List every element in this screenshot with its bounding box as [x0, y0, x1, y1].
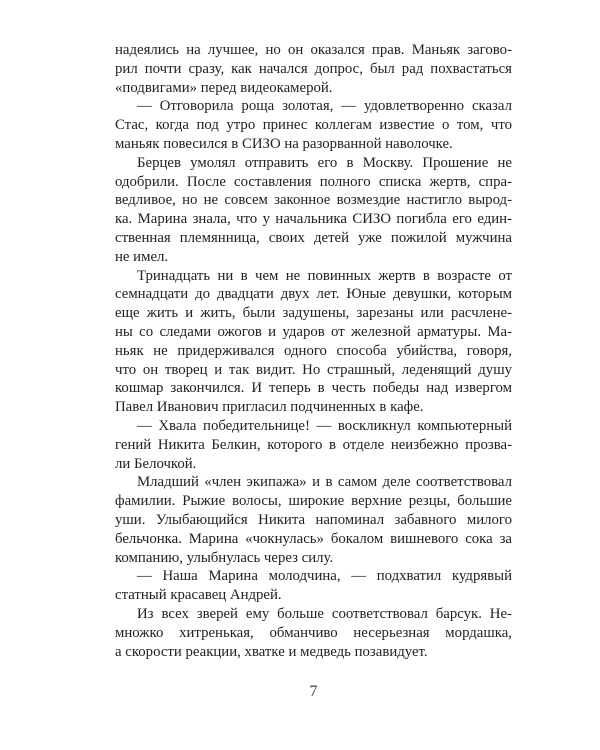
- text-line: ны со следами ожогов и ударов от железной арматуры. Ма-: [115, 323, 512, 340]
- paragraph: [115, 97, 512, 153]
- text-line: компанию, улыбнулась через силу.: [115, 549, 334, 566]
- paragraph: [115, 417, 512, 473]
- paragraph: [115, 567, 512, 605]
- text-line: семнадцати до двадцати двух лет. Юные девушки, которым: [115, 286, 512, 303]
- paragraph: [115, 473, 512, 567]
- text-line: — Отговорила роща золотая, — удовлетворенно сказал: [137, 98, 512, 115]
- text-line: Из всех зверей ему больше соответствовал барсук. Не-: [137, 605, 512, 622]
- text-line: «подвигами» перед видеокамерой.: [115, 79, 333, 96]
- text-line: не имел.: [115, 248, 169, 265]
- paragraph: [115, 605, 512, 661]
- text-line: Стас, когда под утро принес коллегам известие о том, что: [115, 117, 512, 134]
- text-line: ли Белочкой.: [115, 455, 197, 472]
- text-line: Младший «член экипажа» и в самом деле соответствовал: [137, 474, 512, 491]
- text-line: одобрили. После составления полного списка жертв, спра-: [115, 173, 512, 190]
- text-line: ведливое, но не совсем законное возмездие настигло вырод-: [115, 192, 512, 209]
- text-line: — Наша Марина молодчина, — подхватил кудрявый: [137, 568, 512, 585]
- paragraph: [115, 41, 512, 97]
- text-line: кошмар закончился. И теперь в честь победы над извергом: [115, 380, 512, 397]
- text-line: уши. Улыбающийся Никита напоминал забавного милого: [115, 511, 512, 528]
- text-line: еще жить и жить, были задушены, зарезаны или расчлене-: [115, 305, 512, 322]
- text-line: рил почти сразу, как начался допрос, был рад похвастаться: [115, 60, 512, 77]
- text-line: надеялись на лучшее, но он оказался прав. Маньяк загово-: [115, 42, 512, 58]
- text-line: гений Никита Белкин, которого в отделе неизбежно прозва-: [115, 436, 512, 453]
- text-line: маньяк повесился в СИЗО на разорванной наволочке.: [115, 135, 453, 152]
- paragraph: [115, 154, 512, 267]
- text-block: [115, 41, 512, 661]
- text-line: Тринадцать ни в чем не повинных жертв в возрасте от: [137, 267, 512, 284]
- text-line: что он творец и так видит. Но страшный, леденящий душу: [115, 361, 512, 378]
- text-line: Берцев умолял отправить его в Москву. Прошение не: [137, 154, 512, 171]
- text-line: множко хитренькая, обманчиво несерьезная мордашка,: [115, 624, 512, 641]
- text-line: а скорости реакции, хватке и медведь позавидует.: [115, 643, 428, 660]
- text-line: ка. Марина знала, что у начальника СИЗО погибла его един-: [115, 211, 512, 228]
- text-line: ственная племянница, своих детей уже пожилой мужчина: [115, 229, 512, 246]
- text-line: Павел Иванович пригласил подчиненных в кафе.: [115, 399, 424, 416]
- text-line: фамилии. Рыжие волосы, широкие верхние резцы, большие: [115, 493, 512, 510]
- text-line: статный красавец Андрей.: [115, 587, 282, 604]
- paragraph: [115, 267, 512, 417]
- text-line: бельчонка. Марина «чокнулась» бокалом вишневого сока за: [115, 530, 512, 547]
- text-line: ньяк не придерживался одного способа убийства, говоря,: [115, 342, 512, 359]
- page-number: 7: [309, 683, 318, 700]
- text-line: — Хвала победительнице! — воскликнул компьютерный: [137, 417, 512, 434]
